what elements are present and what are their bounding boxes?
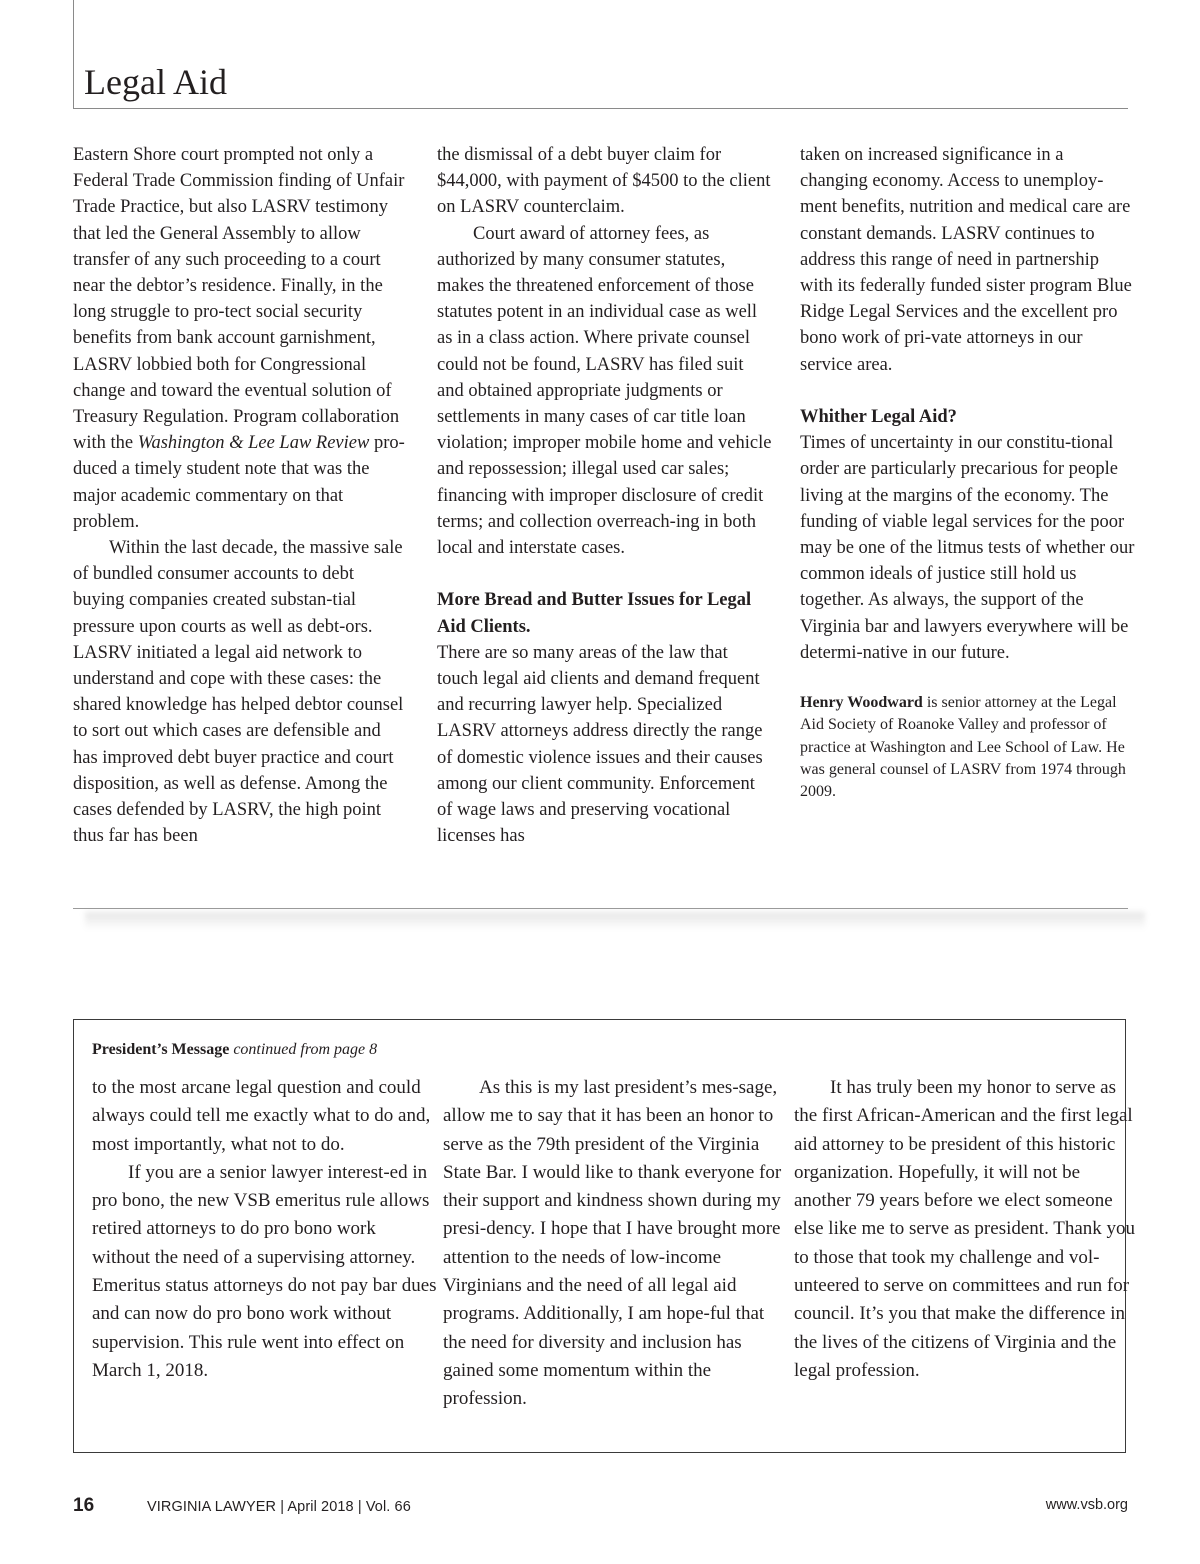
article-paragraph: There are so many areas of the law that touch legal aid clients and demand frequent and recurring lawyer help. Specialized LASRV attorneys address directly the range of domestic violence issues and their causes among our client community. Enforcement of wage laws and preserving vocational licenses has [437, 642, 763, 847]
message-paragraph: As this is my last president’s mes-sage, allow me to say that it has been an honor to serve as the 79th president of the Virginia State Bar. I would like to thank everyone for their support and kindness shown during my presi-dency. I hope that I have brought more attention to the needs of low-income Virginians and the need of all legal aid programs. Additionally, I am hope-ful that the need for diversity and inclusion has gained some momentum within the profession. [443, 1077, 782, 1410]
presidents-message-column-1 [92, 1074, 437, 1385]
publication-info: VIRGINIA LAWYER | April 2018 | Vol. 66 [147, 1499, 411, 1515]
article-paragraph [73, 142, 408, 535]
section-divider [73, 908, 1128, 909]
page-number: 16 [73, 1495, 95, 1516]
header-horizontal-rule [73, 108, 1128, 109]
section-divider-shadow [85, 912, 1145, 930]
article-column-1 [73, 142, 408, 849]
article-paragraph: Within the last decade, the massive sale of bundled consumer accounts to debt buying companies created substan-tial pressure upon courts as well as debt-ors. LASRV initiated a legal aid network to understand and cope with these cases: the shared knowledge has helped debtor counsel to sort out which cases are defensible and has improved debt buyer practice and court disposition, as well as defense. Among the cases defended by LASRV, the high point thus far has been [73, 538, 404, 847]
page-footer [73, 1494, 1128, 1518]
header-vertical-rule [73, 0, 74, 108]
website-link[interactable]: www.vsb.org [1045, 1497, 1128, 1513]
presidents-message-box [73, 1019, 1136, 1453]
paragraph-gap [800, 666, 1135, 692]
article-paragraph: taken on increased significance in a changing economy. Access to unemploy-ment benefits, nutrition and medical care are constant demands. LASRV continues to address this range of need in partnership with its federally funded sister program Blue Ridge Legal Services and the excellent pro bono work of pri-vate attorneys in our service area. [800, 145, 1132, 375]
article-paragraph: the dismissal of a debt buyer claim for $44,000, with payment of $4500 to the client on LASRV counterclaim. [437, 145, 771, 218]
message-paragraph: to the most arcane legal question and could always could tell me exactly what to do and, most importantly, what not to do. [92, 1077, 431, 1155]
message-paragraph: If you are a senior lawyer interest-ed in pro bono, the new VSB emeritus rule allows retired attorneys to do pro bono work without the need of a supervising attorney. Emeritus status attorneys do not pay bar dues and can now do pro bono work without supervision. This rule went into effect on March 1, 2018. [92, 1161, 437, 1381]
paragraph-text: Eastern Shore court prompted not only a Federal Trade Commission finding of Unfair Trade Practice, but also LASRV testimony that led the General Assembly to allow transfer of any such proceeding to a court near the debtor’s residence. Finally, in the long struggle to pro-tect social security benefits from bank account garnishment, LASRV lobbied both for Congressional change and toward the eventual solution of Treasury Regulation. Program collaboration with the [73, 145, 405, 454]
article-paragraph: Court award of attorney fees, as authorized by many consumer statutes, makes the threatened enforcement of those statutes potent in an individual case as well as in a class action. Where private counsel could not be found, LASRV has filed suit and obtained appropriate judgments or settlements in many cases of car title loan violation; improper mobile home and vehicle and repossession; illegal used car sales; financing with improper disclosure of credit terms; and collection overreach-ing in both local and interstate cases. [437, 223, 772, 559]
presidents-message-header [92, 1040, 377, 1060]
article-paragraph: Times of uncertainty in our constitu-tional order are particularly precarious for people living at the margins of the economy. The funding of viable legal services for the poor may be one of the litmus tests of whether our common ideals of justice still hold us together. As always, the support of the Virginia bar and lawyers everywhere will be determi-native in our future. [800, 433, 1135, 663]
paragraph-gap [800, 378, 1135, 404]
article-column-3 [800, 142, 1135, 803]
message-paragraph: It has truly been my honor to serve as the first African-American and the first legal aid attorney to be president of this historic organization. Hopefully, it will not be another 79 years before we elect someone else like me to serve as president. Thank you to those that took my challenge and vol-unteered to serve on committees and run for council. It’s you that make the difference in the lives of the citizens of Virginia and the legal profession. [794, 1077, 1136, 1381]
presidents-message-title: President’s Message [92, 1041, 230, 1058]
subheading-bread-and-butter: More Bread and Butter Issues for Legal Aid Clients. [437, 590, 752, 637]
author-bio [800, 692, 1135, 803]
continued-note: continued from page 8 [233, 1041, 378, 1058]
paragraph-text: pro-duced a timely student note that was the major academic commentary on that problem. [73, 433, 405, 532]
paragraph-gap [437, 561, 772, 587]
section-title: Legal Aid [84, 62, 227, 102]
author-name: Henry Woodward [800, 694, 923, 712]
journal-title: Washington & Lee Law Review [137, 433, 370, 454]
article-column-2 [437, 142, 772, 849]
subheading-whither-legal-aid: Whither Legal Aid? [800, 407, 957, 428]
author-bio-text: is senior attorney at the Legal Aid Society of Roanoke Valley and professor of practice at Washington and Lee School of Law. He was general counsel of LASRV from 1974 through 2009. [800, 694, 1126, 801]
presidents-message-column-2 [443, 1074, 788, 1414]
presidents-message-column-3 [794, 1074, 1139, 1385]
